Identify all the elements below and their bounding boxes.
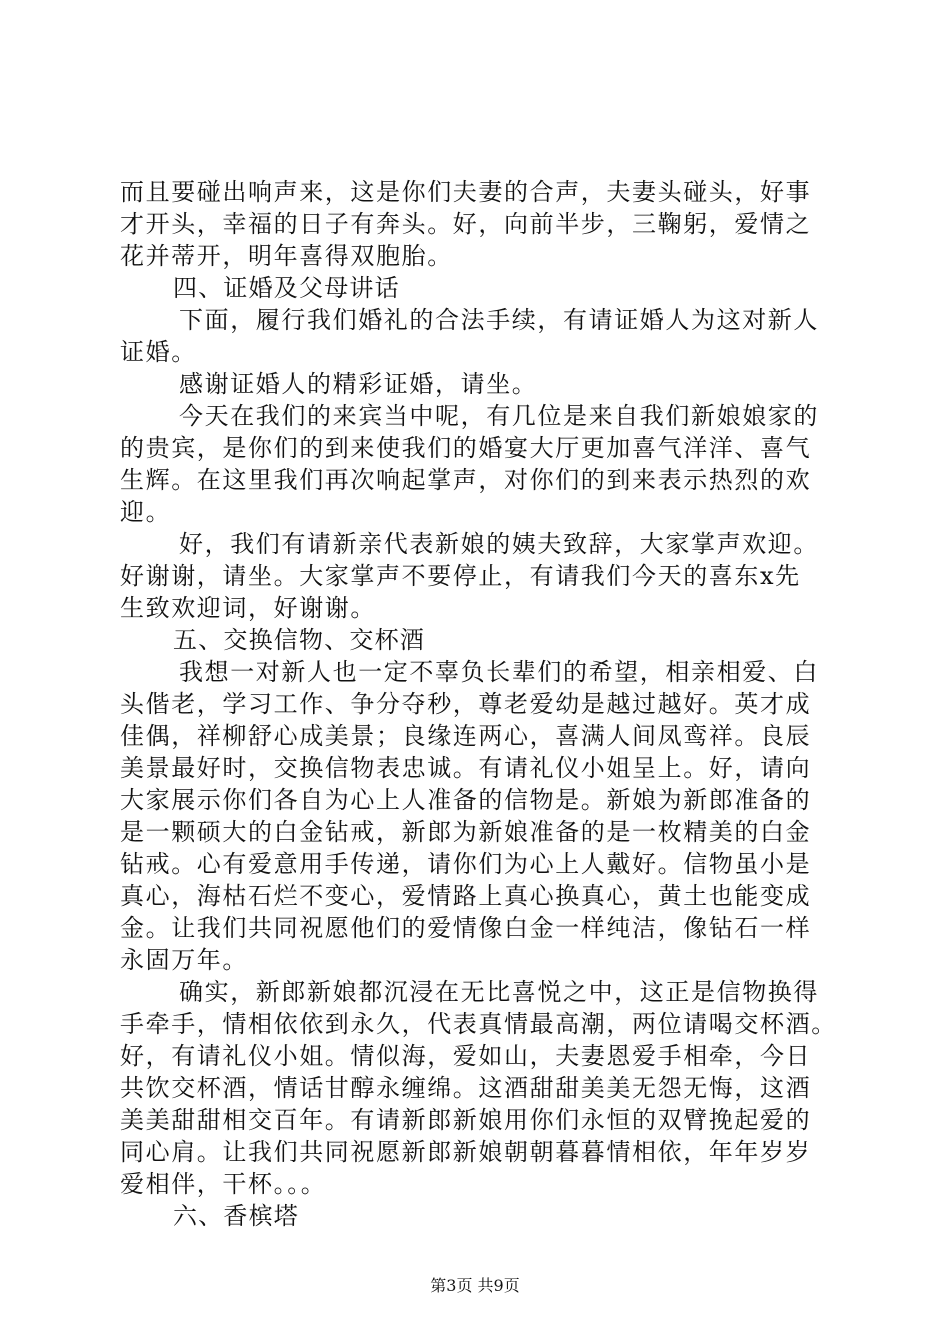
text-line: 迎。	[120, 498, 172, 526]
text-line: 钻戒。心有爱意用手传递，请你们为心上人戴好。信物虽小是	[120, 850, 812, 878]
paragraph-first-line: 确实，新郎新娘都沉浸在无比喜悦之中，这正是信物换得	[179, 978, 819, 1006]
text-line: 证婚。	[120, 338, 197, 366]
text-line: 大家展示你们各自为心上人准备的信物是。新娘为新郎准备的	[120, 786, 812, 814]
text-line: 头偕老，学习工作、争分夺秒，尊老爱幼是越过越好。英才成	[120, 690, 812, 718]
section-heading: 五、交换信物、交杯酒	[173, 626, 425, 654]
document-body	[120, 176, 837, 1232]
section-heading: 四、证婚及父母讲话	[173, 274, 400, 302]
text-line: 是一颗硕大的白金钻戒，新郎为新娘准备的是一枚精美的白金	[120, 818, 812, 846]
text-line: 好，有请礼仪小姐。情似海，爱如山，夫妻恩爱手相牵，今日	[120, 1042, 812, 1070]
text-line: 永固万年。	[120, 946, 248, 974]
paragraph-first-line: 感谢证婚人的精彩证婚，请坐。	[179, 370, 538, 398]
paragraph-first-line: 好，我们有请新亲代表新娘的姨夫致辞，大家掌声欢迎。	[179, 530, 819, 558]
text-line: 真心，海枯石烂不变心，爱情路上真心换真心，黄土也能变成	[120, 882, 812, 910]
text-line: 而且要碰出响声来，这是你们夫妻的合声，夫妻头碰头，好事	[120, 178, 812, 206]
text-line: 爱相伴，干杯。。。	[120, 1170, 327, 1198]
paragraph-first-line: 下面，履行我们婚礼的合法手续，有请证婚人为这对新人	[179, 306, 819, 334]
text-line: 生致欢迎词，好谢谢。	[120, 594, 376, 622]
text-line: 同心肩。让我们共同祝愿新郎新娘朝朝暮暮情相依，年年岁岁	[120, 1138, 812, 1166]
paragraph-first-line: 今天在我们的来宾当中呢，有几位是来自我们新娘娘家的	[179, 402, 819, 430]
text-line: 才开头，幸福的日子有奔头。好，向前半步，三鞠躬，爱情之	[120, 210, 812, 238]
page-number: 第3页 共9页	[430, 1276, 520, 1295]
text-line: 生辉。在这里我们再次响起掌声，对你们的到来表示热烈的欢	[120, 466, 812, 494]
paragraph-first-line: 我想一对新人也一定不辜负长辈们的希望，相亲相爱、白	[179, 658, 819, 686]
text-line: 共饮交杯酒，情话甘醇永缠绵。这酒甜甜美美无怨无悔，这酒	[120, 1074, 812, 1102]
text-line: 美景最好时，交换信物表忠诚。有请礼仪小姐呈上。好，请向	[120, 754, 812, 782]
text-line: 的贵宾，是你们的到来使我们的婚宴大厅更加喜气洋洋、喜气	[120, 434, 812, 462]
text-line: 美美甜甜相交百年。有请新郎新娘用你们永恒的双臂挽起爱的	[120, 1106, 812, 1134]
text-line: 手牵手，情相依依到永久，代表真情最高潮，两位请喝交杯酒。	[120, 1010, 837, 1038]
text-line: 好谢谢，请坐。大家掌声不要停止，有请我们今天的喜东x先	[120, 562, 801, 590]
text-line: 花并蒂开，明年喜得双胞胎。	[120, 242, 453, 270]
section-heading: 六、香槟塔	[173, 1202, 299, 1230]
text-line: 佳偶，祥柳舒心成美景；良缘连两心，喜满人间凤鸾祥。良辰	[120, 722, 812, 750]
text-line: 金。让我们共同祝愿他们的爱情像白金一样纯洁，像钻石一样	[120, 914, 812, 942]
